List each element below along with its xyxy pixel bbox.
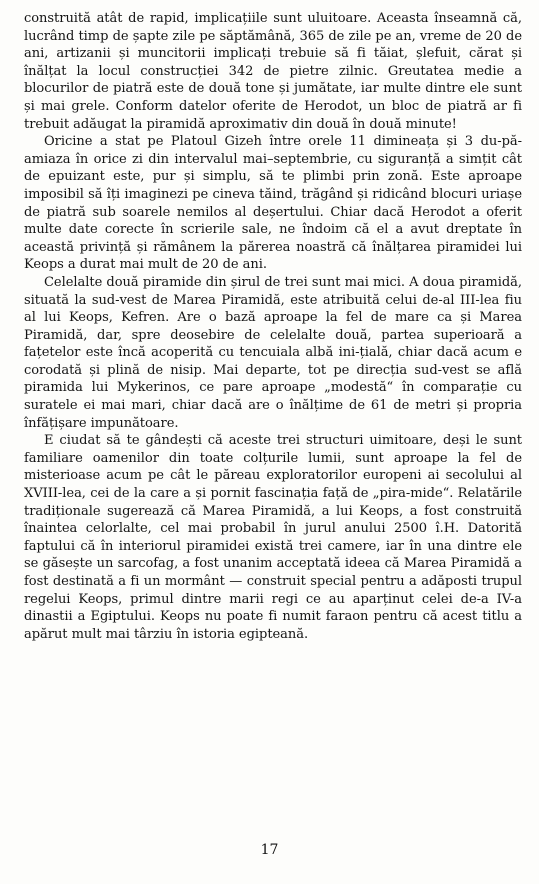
paragraph-2: Oricine a stat pe Platoul Gizeh între orele 11 dimineața și 3 du-pă-amiaza în orice zi din intervalul mai–septembrie, cu siguranță a simțit cât de epuizant este, pur și simplu, să te plimbi prin zonă. Este aproape imposibil să îți imaginezi pe cineva tăind, trăgând și ridicând blocuri uriașe de piatră sub soarele nemilos al deșertului. Chiar dacă Herodot a oferit multe date corecte în scrierile sale, ne îndoim că el a avut dreptate în această privință și rămânem la părerea noastră că înălțarea piramidei lui Keops a durat mai mult de 20 de ani. bbox=[24, 134, 522, 273]
paragraph-1: construită atât de rapid, implicațiile sunt uluitoare. Aceasta înseamnă că, lucrând timp de șapte zile pe săptămână, 365 de zile pe an, vreme de 20 de ani, artizanii și muncitorii implicați trebuie să fi tăiat, șlefuit, cărat și înălțat la locul construcției 342 de pietre zilnic. Greutatea medie a blocurilor de piatră este de două tone și jumătate, iar multe dintre ele sunt și mai grele. Conform datelor oferite de Herodot, un bloc de piatră ar fi trebuit adăugat la piramidă aproximativ din două în două minute! bbox=[24, 11, 522, 132]
page-number: 17 bbox=[260, 842, 279, 858]
paragraph-3: Celelalte două piramide din șirul de trei sunt mai mici. A doua piramidă, situată la sud-vest de Marea Piramidă, este atribuită celui de-al III-lea fiu al lui Keops, Kefren. Are o bază aproape la fel de mare ca și Marea Piramidă, dar, spre deosebire de celelalte două, partea superioară a fațetelor este încă acoperită cu tencuiala albă ini-țială, chiar dacă acum e corodată și plină de nisip. Mai departe, tot pe direcția sud-vest se află piramida lui Mykerinos, ce pare aproape „modestă“ în comparație cu suratele ei mai mari, chiar dacă are o înălțime de 61 de metri și propria înfățișare impunătoare. bbox=[24, 274, 522, 431]
paragraph-4: E ciudat să te gândești că aceste trei structuri uimitoare, deși le sunt familiare oamenilor din toate colțurile lumii, sunt aproape la fel de misterioase acum pe cât le păreau exploratorilor europeni ai secolului al XVIII-lea, cei de la care a și pornit fascinația față de „pira-mide“. Relatările tradiționale sugerează că Marea Piramidă, a lui Keops, a fost construită înaintea celorlalte, cel mai probabil în jurul anului 2500 î.H. Datorită faptului că în interiorul piramidei există trei camere, iar în una dintre ele se găsește un sarcofag, a fost unanim acceptată ideea că Marea Piramidă a fost destinată a fi un mormânt — construit special pentru a adăposti trupul regelui Keops, primul dintre marii regi ce au aparținut celei de-a IV-a dinastii a Egiptului. Keops nu poate fi numit faraon pentru că acest titlu a apărut mult mai târziu în istoria egipteană. bbox=[24, 433, 522, 642]
body-text bbox=[24, 10, 522, 643]
